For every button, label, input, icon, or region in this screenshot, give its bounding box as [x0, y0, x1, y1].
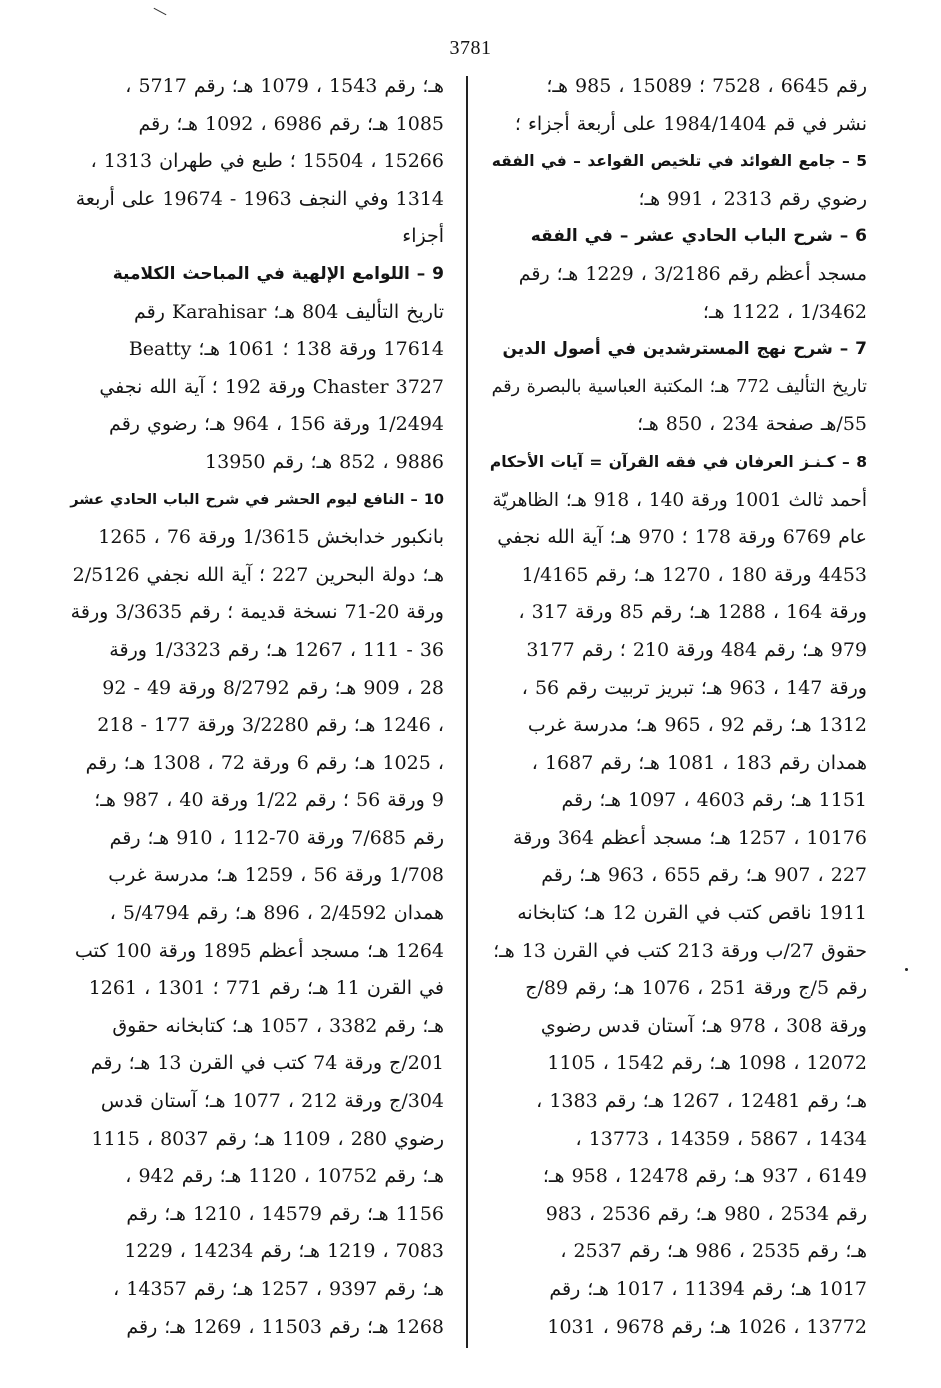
text-line: 201/ج ورقة 74 كتب في القرن 13 هـ؛ رقم	[90, 1052, 444, 1075]
text-line: همدان 2/4592 ، 896 هـ؛ رقم 5/4794 ،	[109, 902, 444, 925]
text-line: رضوي 280 ، 1109 هـ؛ رقم 8037 ، 1115	[91, 1127, 444, 1150]
text-line: هـ؛ رقم 9397 ، 1257 هـ؛ رقم 14357 ،	[113, 1278, 444, 1300]
text-line: 1911 ناقص كتب في القرن 12 هـ؛ كتابخانه	[517, 902, 867, 925]
entry-heading: 5 – جامع الفوائد في تلخيص القواعد – في الفقه	[491, 152, 867, 171]
left-column	[66, 68, 444, 1348]
text-line: 17614 ورقة 138 ؛ 1061 هـ؛ Beatty	[128, 338, 444, 361]
text-line: 13772 ، 1026 هـ؛ رقم 9678 ، 1031	[547, 1315, 867, 1338]
text-line: 55/هـ صفحة 234 ، 850 هـ؛	[637, 413, 867, 436]
text-line: 304/ج ورقة 212 ، 1077 هـ؛ آستان قدس	[100, 1090, 444, 1113]
text-line: 1268 هـ؛ رقم 11503 ، 1269 هـ؛ رقم	[126, 1315, 444, 1338]
text-line: ، 1246 هـ؛ رقم 3/2280 ورقة 177 - 218	[97, 714, 444, 737]
entry-heading: 9 – اللوامع الإلهية في المباحث الكلامية	[112, 263, 444, 284]
page-number: 3781	[449, 37, 492, 59]
text-line: رقم 2534 ، 980 هـ؛ رقم 2536 ، 983	[545, 1202, 867, 1225]
text-line: هـ؛ رقم 3382 ، 1057 هـ؛ كتابخانه حقوق	[112, 1014, 444, 1037]
text-line: عام 6769 ورقة 178 ؛ 970 هـ؛ آية الله نجفي	[497, 526, 867, 549]
text-line: 1/708 ورقة 56 ، 1259 هـ؛ مدرسة غرب	[108, 864, 444, 887]
text-line: مسجد أعظم رقم 3/2186 ، 1229 هـ؛ رقم	[518, 262, 867, 285]
text-line: رقم 6645 ، 7528 ؛ 15089 ، 985 هـ؛	[546, 75, 867, 97]
text-line: 1017 هـ؛ رقم 11394 ، 1017 هـ؛ رقم	[549, 1278, 867, 1300]
text-line: ورقة 308 ، 978 هـ؛ آستان قدس رضوي	[540, 1014, 867, 1037]
text-line: 9 ورقة 56 ؛ رقم 1/22 ورقة 40 ، 987 هـ؛	[94, 789, 444, 812]
text-line: رضوي رقم 2313 ، 991 هـ؛	[638, 187, 867, 210]
text-line: أجزاء	[402, 225, 444, 248]
text-line: 6149 ، 937 هـ؛ رقم 12478 ، 958 هـ؛	[542, 1165, 867, 1188]
text-line: 1085 هـ؛ رقم 6986 ، 1092 هـ؛ رقم	[138, 112, 444, 135]
text-line: ورقة 164 ، 1288 هـ؛ رقم 85 ورقة 317 ،	[518, 601, 867, 624]
text-line: 4453 ورقة 180 ، 1270 هـ؛ رقم 1/4165	[521, 563, 867, 586]
entry-heading: 6 – شرح الباب الحادي عشر – في الفقه	[530, 226, 867, 247]
text-line: 1151 هـ؛ رقم 4603 ، 1097 هـ؛ رقم	[561, 789, 867, 812]
text-line: رقم 5/ج ورقة 251 ، 1076 هـ؛ رقم 89/ج	[525, 977, 867, 1000]
text-line: حقوق 27/ب ورقة 213 كتب في القرن 13 هـ؛	[493, 939, 867, 962]
text-line: تاريخ التأليف 772 هـ؛ المكتبة العباسية بالبصرة رقم	[491, 376, 867, 397]
text-line: Chaster 3727 ورقة 192 ؛ آية الله نجفي	[99, 375, 444, 398]
text-line: 1434 ، 5867 ، 14359 ، 13773 ،	[575, 1127, 867, 1150]
text-line: رقم 7/685 ورقة 70-112 ، 910 هـ؛ رقم	[109, 826, 444, 849]
text-line: في القرن 11 هـ؛ رقم 771 ؛ 1301 ، 1261	[88, 977, 444, 1000]
text-line: 979 هـ؛ رقم 484 ورقة 210 ؛ رقم 3177	[526, 638, 867, 661]
text-line: 12072 ، 1098 هـ؛ رقم 1542 ، 1105	[547, 1052, 867, 1075]
scan-speck	[905, 968, 908, 971]
text-line: 10176 ، 1257 هـ؛ مسجد أعظم 364 ورقة	[513, 826, 867, 849]
entry-heading: 7 – شرح نهج المسترشدين في أصول الدين	[502, 339, 867, 360]
text-line: هـ؛ رقم 1543 ، 1079 هـ؛ رقم 5717 ،	[125, 75, 444, 97]
text-line: 1/3462 ، 1122 هـ؛	[702, 300, 867, 323]
text-line: 1314 وفي النجف 1963 - 19674 على أربعة	[75, 187, 444, 210]
text-line: 15266 ، 15504 ؛ طبع في طهران 1313 ،	[90, 150, 444, 173]
text-line: هـ؛ دولة البحرين 227 ؛ آية الله نجفي 2/5126	[72, 563, 444, 586]
text-line: 28 ، 909 هـ؛ رقم 8/2792 ورقة 49 - 92	[102, 676, 444, 699]
text-line: ورقة 147 ، 963 هـ؛ تبريز تربيت رقم 56 ،	[521, 676, 867, 699]
text-line: أحمد ثالث 1001 ورقة 140 ، 918 هـ؛ الظاهريّة	[492, 489, 867, 511]
text-line: 227 ، 907 هـ؛ رقم 655 ، 963 هـ؛ رقم	[541, 864, 867, 887]
text-line: 9886 ، 852 هـ؛ رقم 13950	[205, 450, 444, 473]
text-line: تاريخ التأليف 804 هـ؛ Karahisar رقم	[133, 300, 444, 323]
text-line: هـ؛ رقم 10752 ، 1120 هـ؛ رقم 942 ،	[125, 1165, 444, 1188]
text-line: 1264 هـ؛ مسجد أعظم 1895 ورقة 100 كتب	[74, 939, 444, 962]
right-column	[489, 68, 867, 1348]
text-line: ورقة 20-71 نسخة قديمة ؛ رقم 3/3635 ورقة	[70, 601, 444, 624]
column-divider	[466, 76, 468, 1348]
text-line: بانكبور خدابخش 1/3615 ورقة 76 ، 1265	[98, 526, 444, 549]
entry-heading: 10 – النافع ليوم الحشر في شرح الباب الحادي عشر	[70, 491, 444, 508]
scan-mark	[154, 8, 167, 15]
entry-heading: 8 – كـنـز العرفان في فقه القرآن = آيات الأحكام	[489, 452, 867, 471]
text-line: ، 1025 هـ؛ رقم 6 ورقة 72 ، 1308 هـ؛ رقم	[85, 751, 444, 774]
text-line: 1156 هـ؛ رقم 14579 ، 1210 هـ؛ رقم	[126, 1202, 444, 1225]
text-line: 7083 ، 1219 هـ؛ رقم 14234 ، 1229	[124, 1240, 444, 1263]
text-line: 1/2494 ورقة 156 ، 964 هـ؛ رضوي رقم	[109, 413, 444, 436]
text-line: 1312 هـ؛ رقم 92 ، 965 هـ؛ مدرسة غرب	[527, 714, 867, 737]
text-line: هـ؛ رقم 2535 ، 986 هـ؛ رقم 2537 ،	[560, 1240, 867, 1263]
text-line: هـ؛ رقم 12481 ، 1267 هـ؛ رقم 1383 ،	[536, 1090, 867, 1113]
text-line: همدان رقم 183 ، 1081 هـ؛ رقم 1687 ،	[531, 751, 867, 774]
text-line: نشر في قم 1984/1404 على أربعة أجزاء ؛	[514, 112, 867, 135]
text-line: 36 - 111 ، 1267 هـ؛ رقم 1/3323 ورقة	[109, 638, 444, 661]
